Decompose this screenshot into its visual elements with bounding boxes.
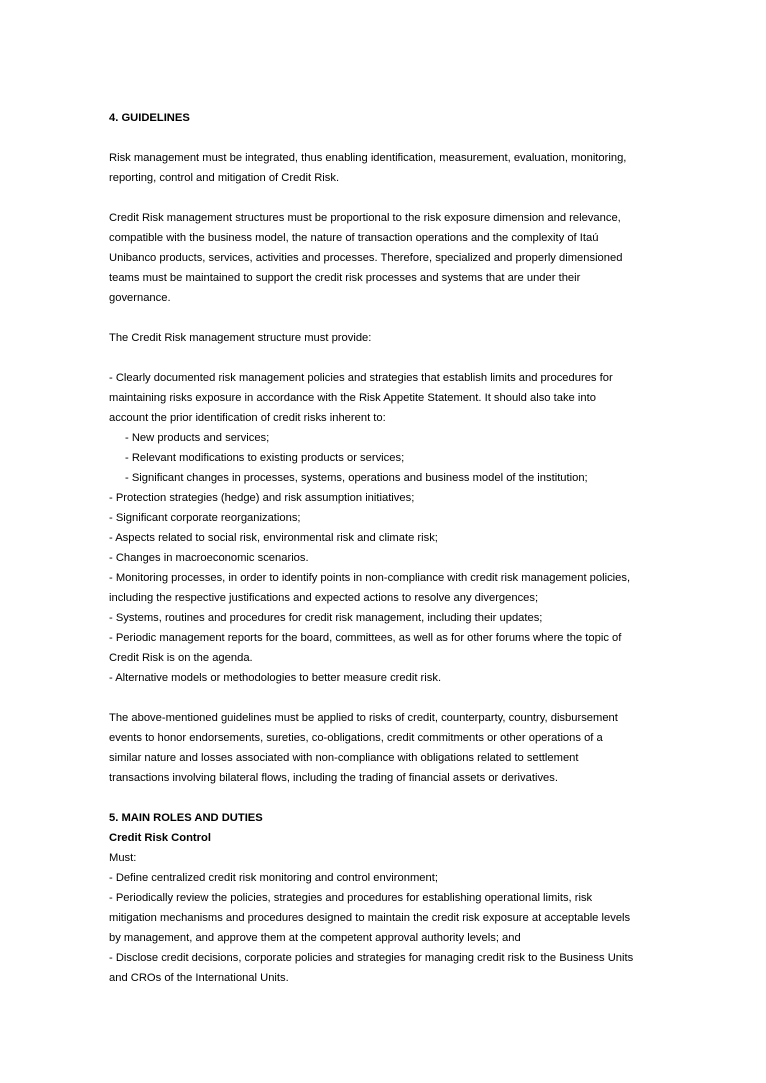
- text-line: similar nature and losses associated with non-compliance with obligations related to settlement: [109, 752, 579, 764]
- spacer: [109, 348, 657, 368]
- text-line: The above-mentioned guidelines must be applied to risks of credit, counterparty, country, disbursement: [109, 712, 618, 724]
- section-heading-roles: 5. MAIN ROLES AND DUTIES: [109, 812, 263, 824]
- list-item: - Disclose credit decisions, corporate policies and strategies for managing credit risk to the Business Units: [109, 952, 634, 964]
- spacer: [109, 788, 657, 808]
- duties-list: [109, 868, 657, 988]
- text-line: Credit Risk management structures must be proportional to the risk exposure dimension and relevance,: [109, 212, 621, 224]
- spacer: [109, 688, 657, 708]
- list-item-continuation: maintaining risks exposure in accordance with the Risk Appetite Statement. It should also take into: [109, 392, 596, 404]
- list-item-continuation: including the respective justifications and expected actions to resolve any divergences;: [109, 592, 539, 604]
- list-item-continuation: by management, and approve them at the competent approval authority levels; and: [109, 932, 521, 944]
- list-item: - Systems, routines and procedures for credit risk management, including their updates;: [109, 612, 543, 624]
- list-item-continuation: Credit Risk is on the agenda.: [109, 652, 253, 664]
- list-item: - Significant corporate reorganizations;: [109, 512, 301, 524]
- list-item-continuation: account the prior identification of credit risks inherent to:: [109, 412, 386, 424]
- list-item-continuation: and CROs of the International Units.: [109, 972, 289, 984]
- text-line: events to honor endorsements, sureties, co-obligations, credit commitments or other operations of a: [109, 732, 603, 744]
- list-item: - Alternative models or methodologies to better measure credit risk.: [109, 672, 442, 684]
- list-item: - Periodically review the policies, strategies and procedures for establishing operational limits, risk: [109, 892, 593, 904]
- list-item: - Changes in macroeconomic scenarios.: [109, 552, 309, 564]
- list-item: - Periodic management reports for the board, committees, as well as for other forums where the topic of: [109, 632, 622, 644]
- must-label: Must:: [109, 852, 137, 864]
- paragraph-integration: [109, 148, 657, 188]
- list-item: - Aspects related to social risk, environmental risk and climate risk;: [109, 532, 438, 544]
- section-heading-guidelines: 4. GUIDELINES: [109, 112, 190, 124]
- list-item: - Protection strategies (hedge) and risk assumption initiatives;: [109, 492, 415, 504]
- spacer: [109, 188, 657, 208]
- text-line: governance.: [109, 292, 171, 304]
- subheading-credit-risk-control: Credit Risk Control: [109, 832, 211, 844]
- text-line: Risk management must be integrated, thus enabling identification, measurement, evaluation, monitoring,: [109, 152, 627, 164]
- guidelines-list: [109, 368, 657, 688]
- text-line: teams must be maintained to support the credit risk processes and systems that are under their: [109, 272, 581, 284]
- document-page: [109, 108, 657, 988]
- sublist-item: - New products and services;: [125, 432, 270, 444]
- paragraph-structure-intro: The Credit Risk management structure must provide:: [109, 332, 372, 344]
- spacer: [109, 128, 657, 148]
- list-item: - Clearly documented risk management policies and strategies that establish limits and procedures for: [109, 372, 613, 384]
- sublist-item: - Significant changes in processes, systems, operations and business model of the institution;: [125, 472, 588, 484]
- sublist-item: - Relevant modifications to existing products or services;: [125, 452, 405, 464]
- text-line: Unibanco products, services, activities and processes. Therefore, specialized and properly dimensioned: [109, 252, 623, 264]
- list-item: - Monitoring processes, in order to identify points in non-compliance with credit risk management policies,: [109, 572, 631, 584]
- text-line: reporting, control and mitigation of Credit Risk.: [109, 172, 340, 184]
- paragraph-applicability: [109, 708, 657, 788]
- text-line: compatible with the business model, the nature of transaction operations and the complexity of Itaú: [109, 232, 599, 244]
- list-item: - Define centralized credit risk monitoring and control environment;: [109, 872, 438, 884]
- list-item-continuation: mitigation mechanisms and procedures designed to maintain the credit risk exposure at acceptable levels: [109, 912, 631, 924]
- spacer: [109, 308, 657, 328]
- paragraph-structures: [109, 208, 657, 308]
- text-line: transactions involving bilateral flows, including the trading of financial assets or derivatives.: [109, 772, 558, 784]
